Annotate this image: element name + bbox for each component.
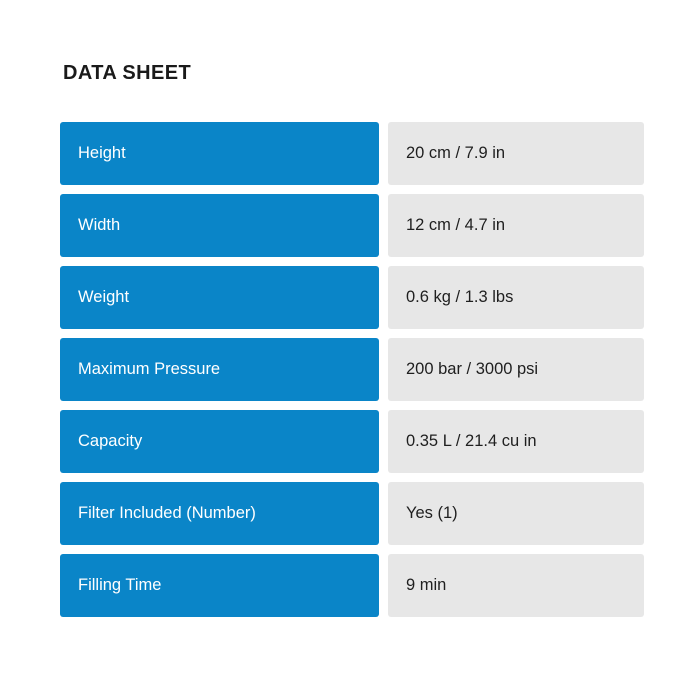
spec-value-filter-included: Yes (1) bbox=[388, 482, 644, 545]
spec-label-weight: Weight bbox=[60, 266, 379, 329]
table-row bbox=[60, 194, 644, 257]
spec-label-width: Width bbox=[60, 194, 379, 257]
spec-value-maximum-pressure: 200 bar / 3000 psi bbox=[388, 338, 644, 401]
spec-label-maximum-pressure: Maximum Pressure bbox=[60, 338, 379, 401]
table-row bbox=[60, 554, 644, 617]
table-row bbox=[60, 266, 644, 329]
table-row bbox=[60, 410, 644, 473]
spec-value-width: 12 cm / 4.7 in bbox=[388, 194, 644, 257]
table-row bbox=[60, 122, 644, 185]
table-row bbox=[60, 482, 644, 545]
table-row bbox=[60, 338, 644, 401]
spec-value-height: 20 cm / 7.9 in bbox=[388, 122, 644, 185]
page-title: DATA SHEET bbox=[63, 62, 192, 84]
spec-value-weight: 0.6 kg / 1.3 lbs bbox=[388, 266, 644, 329]
spec-label-capacity: Capacity bbox=[60, 410, 379, 473]
spec-value-capacity: 0.35 L / 21.4 cu in bbox=[388, 410, 644, 473]
spec-label-filter-included: Filter Included (Number) bbox=[60, 482, 379, 545]
spec-label-height: Height bbox=[60, 122, 379, 185]
spec-label-filling-time: Filling Time bbox=[60, 554, 379, 617]
spec-value-filling-time: 9 min bbox=[388, 554, 644, 617]
specifications-table bbox=[60, 122, 644, 617]
